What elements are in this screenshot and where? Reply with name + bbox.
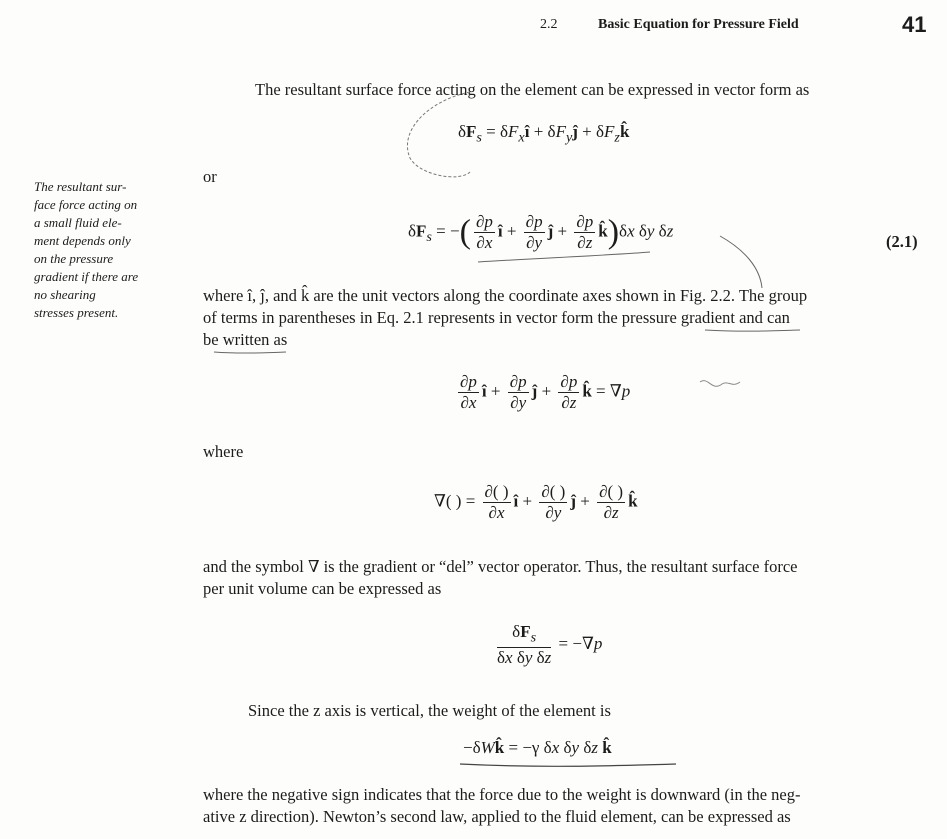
margin-note [34,178,179,322]
pencil-curve-mark [720,236,762,288]
paragraph-line: of terms in parentheses in Eq. 2.1 represents in vector form the pressure gradient and can [203,308,790,327]
margin-note-line: gradient if there are [34,269,139,284]
paragraph-intro: The resultant surface force acting on the element can be expressed in vector form as [255,80,810,99]
equation-weight: −δWk̂ = −γ δx δy δz k̂ [463,738,612,757]
margin-note-line: no shearing [34,287,96,302]
margin-note-line: ment depends only [34,233,131,248]
paragraph-unit-vectors [203,285,931,351]
equation-2-1: $\delta F_s$ = −( $\frac{\partial p}{\partial x}$ î + $\frac{\partial p}{\partial y}$ ĵ + $\frac{\partial p}{\partial z}$ k̂)δx δy δz [408,212,674,252]
paragraph-line: per unit volume can be expressed as [203,579,442,598]
paragraph-del-symbol [203,556,931,600]
page-number: 41 [902,12,927,37]
equation-number: (2.1) [886,232,918,251]
pencil-squiggle [700,381,740,387]
margin-note-line: on the pressure [34,251,114,266]
paragraph-weight-intro: Since the z axis is vertical, the weight of the element is [248,701,611,720]
pencil-underline-weight [460,764,676,766]
margin-note-line: The resultant sur- [34,179,127,194]
equation-surface-force-vector: $\delta F_s$ = $\delta F_xî$ + $\delta F_yĵ$ + $\delta F_zk̂$ [458,122,630,146]
word-where: where [203,442,244,461]
margin-note-line: face force acting on [34,197,138,212]
equation-del-operator: ∇( ) = $\frac{\partial( )}{\partial x}$ î + $\frac{\partial( )}{\partial y}$ ĵ + $\frac{\partial( )}{\partial z}$ k̂ [434,482,638,522]
word-or: or [203,167,217,186]
paragraph-line: ative z direction). Newton’s second law, applied to the fluid element, can be expressed as [203,807,791,826]
margin-note-line: stresses present. [34,305,119,320]
paragraph-line: where the negative sign indicates that the force due to the weight is downward (in the neg- [203,785,801,804]
paragraph-line: where î, ĵ, and k̂ are the unit vectors along the coordinate axes shown in Fig. 2.2. The group [203,286,808,305]
paragraph-newton [203,784,931,828]
equation-force-per-volume: $\frac{\delta F_s}{\text{δx δy δz}}$ = −∇p [497,622,603,668]
equation-pressure-gradient: $\frac{\partial p}{\partial x}$ î + $\frac{\partial p}{\partial y}$ ĵ + $\frac{\partial p}{\partial z}$ k̂ = ∇p [460,372,631,412]
pencil-underline-written [214,352,286,353]
section-number: 2.2 [540,17,558,32]
paragraph-line: and the symbol ∇ is the gradient or “del” vector operator. Thus, the resultant surface force [203,557,798,576]
paragraph-line: be written as [203,330,288,349]
margin-note-line: a small fluid ele- [34,215,122,230]
pencil-underline-eq [478,252,650,262]
running-title: Basic Equation for Pressure Field [598,17,799,32]
